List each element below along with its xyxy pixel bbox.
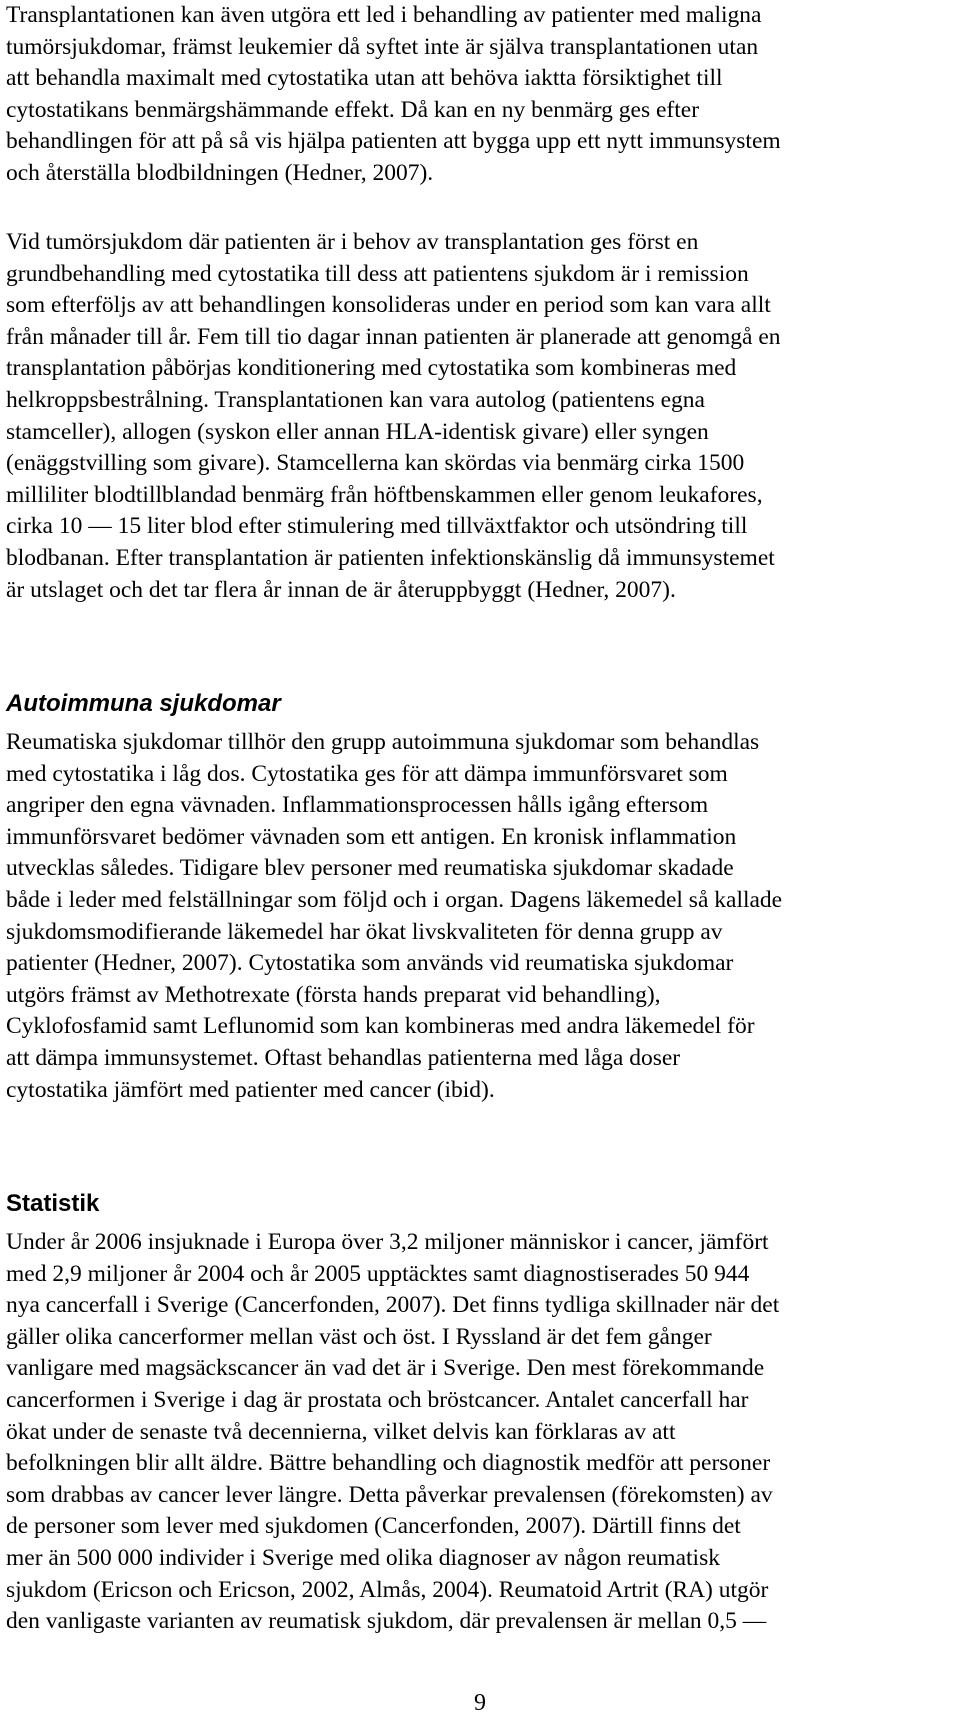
text-line: gäller olika cancerformer mellan väst och öst. I Ryssland är det fem gånger — [6, 1323, 712, 1350]
text-line: transplantation påbörjas konditionering med cytostatika som kombineras med — [6, 355, 737, 382]
text-line: cirka 10 — 15 liter blod efter stimulering med tillväxtfaktor och utsöndring till — [6, 513, 748, 540]
text-line: Reumatiska sjukdomar tillhör den grupp autoimmuna sjukdomar som behandlas — [6, 729, 760, 755]
text-line: Transplantationen kan även utgöra ett led i behandling av patienter med maligna — [6, 2, 762, 28]
text-line: att dämpa immunsystemet. Oftast behandlas patienterna med låga doser — [6, 1044, 681, 1071]
paragraph-statistics — [6, 1227, 779, 1638]
text-line: Cyklofosfamid samt Leflunomid som kan kombineras med andra läkemedel för — [6, 1013, 755, 1040]
text-line: stamceller), allogen (syskon eller annan HLA-identisk givare) eller syngen — [6, 418, 709, 445]
text-line: behandlingen för att på så vis hjälpa patienten att bygga upp ett nytt immunsystem — [6, 128, 781, 155]
text-line: den vanligaste varianten av reumatisk sjukdom, där prevalensen är mellan 0,5 — — [6, 1608, 767, 1635]
text-line: blodbanan. Efter transplantation är patienten infektionskänslig då immunsystemet — [6, 544, 775, 571]
text-line: Vid tumörsjukdom där patienten är i behov av transplantation ges först en — [6, 229, 699, 255]
text-line: sjukdom (Ericson och Ericson, 2002, Almås, 2004). Reumatoid Artrit (RA) utgör — [6, 1576, 769, 1603]
text-line: ökat under de senaste två decennierna, vilket delvis kan förklaras av att — [6, 1418, 676, 1445]
text-line: milliliter blodtillblandad benmärg från höftbenskammen eller genom leukafores, — [6, 481, 763, 508]
text-line: grundbehandling med cytostatika till dess att patientens sjukdom är i remission — [6, 260, 749, 287]
text-line: och återställa blodbildningen (Hedner, 2007). — [6, 159, 434, 186]
text-line: mer än 500 000 individer i Sverige med olika diagnoser av någon reumatisk — [6, 1544, 720, 1571]
heading-statistics: Statistik — [6, 1190, 100, 1217]
text-line: utvecklas således. Tidigare blev personer med reumatiska sjukdomar skadade — [6, 855, 734, 882]
text-line: patienter (Hedner, 2007). Cytostatika som används vid reumatiska sjukdomar — [6, 950, 734, 977]
text-line: är utslaget och det tar flera år innan de är återuppbyggt (Hedner, 2007). — [6, 576, 676, 603]
text-line: immunförsvaret bedömer vävnaden som ett antigen. En kronisk inflammation — [6, 823, 737, 850]
text-line: utgörs främst av Methotrexate (första hands preparat vid behandling), — [6, 981, 661, 1008]
text-line: Under år 2006 insjuknade i Europa över 3,2 miljoner människor i cancer, jämfört — [6, 1229, 769, 1255]
text-line: de personer som lever med sjukdomen (Cancerfonden, 2007). Därtill finns det — [6, 1513, 741, 1540]
text-line: som efterföljs av att behandlingen konsolideras under en period som kan vara allt — [6, 292, 771, 319]
text-line: som drabbas av cancer lever längre. Detta påverkar prevalensen (förekomsten) av — [6, 1481, 773, 1508]
text-line: vanligare med magsäckscancer än vad det är i Sverige. Den mest förekommande — [6, 1355, 765, 1382]
text-line: angriper den egna vävnaden. Inflammationsprocessen hålls igång eftersom — [6, 792, 709, 819]
paragraph-autoimmune — [6, 727, 782, 1106]
text-line: med cytostatika i låg dos. Cytostatika ges för att dämpa immunförsvaret som — [6, 760, 728, 787]
text-line: cytostatika jämfört med patienter med cancer (ibid). — [6, 1076, 495, 1103]
paragraph-tumor-transplantation — [6, 227, 781, 606]
text-line: från månader till år. Fem till tio dagar innan patienten är planerade att genomgå en — [6, 323, 781, 350]
text-line: nya cancerfall i Sverige (Cancerfonden, 2007). Det finns tydliga skillnader när det — [6, 1292, 780, 1319]
text-line: tumörsjukdomar, främst leukemier då syftet inte är själva transplantationen utan — [6, 33, 759, 60]
text-line: sjukdomsmodifierande läkemedel har ökat livskvaliteten för denna grupp av — [6, 918, 723, 945]
text-line: med 2,9 miljoner år 2004 och år 2005 upptäcktes samt diagnostiserades 50 944 — [6, 1260, 750, 1287]
text-line: helkroppsbestrålning. Transplantationen kan vara autolog (patientens egna — [6, 386, 705, 413]
text-line: cancerformen i Sverige i dag är prostata och bröstcancer. Antalet cancerfall har — [6, 1386, 749, 1413]
page-number: 9 — [474, 1690, 486, 1716]
heading-autoimmune-diseases: Autoimmuna sjukdomar — [6, 690, 281, 717]
text-line: att behandla maximalt med cytostatika utan att behöva iaktta försiktighet till — [6, 65, 723, 92]
text-line: cytostatikans benmärgshämmande effekt. Då kan en ny benmärg ges efter — [6, 96, 700, 123]
text-line: befolkningen blir allt äldre. Bättre behandling och diagnostik medför att personer — [6, 1450, 771, 1477]
text-line: både i leder med felställningar som följd och i organ. Dagens läkemedel så kallade — [6, 886, 783, 913]
text-line: (enäggstvilling som givare). Stamcellerna kan skördas via benmärg cirka 1500 — [6, 450, 745, 477]
paragraph-transplantation-leukemia — [6, 0, 781, 190]
